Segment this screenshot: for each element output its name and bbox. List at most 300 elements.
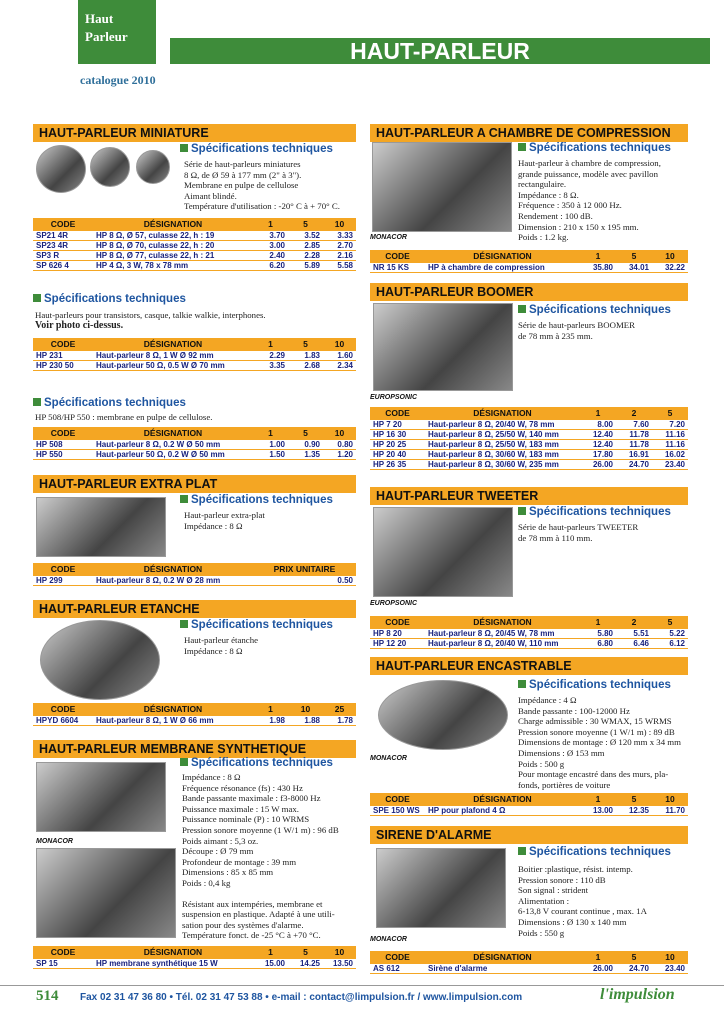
table-cell: 11.70	[652, 805, 688, 815]
table-cell: 17.80	[580, 449, 616, 459]
tab-line-1: Haut	[85, 11, 114, 26]
table-row	[370, 628, 688, 638]
spec-line: Membrane en pulpe de cellulose	[184, 180, 299, 191]
spec-heading-label: Spécifications techniques	[529, 679, 671, 691]
catalogue-label: catalogue 2010	[80, 73, 156, 87]
table-cell: 6.46	[616, 638, 652, 648]
footer-contact[interactable]: Fax 02 31 47 36 80 • Tél. 02 31 47 53 88 • e-mail : contact@limpulsion.fr / www.limpulsion.com	[80, 992, 523, 1003]
spec-line: Profondeur de montage : 39 mm	[182, 856, 297, 867]
spec-line: Dimensions : Ø 130 x 140 mm	[518, 916, 627, 927]
column-header: CODE	[33, 563, 93, 575]
brand-label: MONACOR	[36, 838, 73, 845]
price-table	[370, 793, 688, 816]
table-cell: SP 15	[33, 958, 93, 968]
table-cell: HP 231	[33, 350, 93, 360]
table-cell: 7.20	[652, 419, 688, 429]
column-header: 5	[288, 338, 323, 350]
table-cell: 5.80	[580, 628, 616, 638]
table-cell: 34.01	[616, 262, 652, 272]
table-cell: HP 8 Ω, Ø 70, culasse 22, h : 20	[93, 240, 253, 250]
spec-line: Poids : 550 g	[518, 927, 565, 938]
section-title: HAUT-PARLEUR MINIATURE	[33, 124, 356, 142]
table-row	[370, 419, 688, 429]
table-cell: 8.00	[580, 419, 616, 429]
spec-line: Pression sonore moyenne (1 W/1 m) : 89 dB	[518, 726, 675, 737]
column-header: DÉSIGNATION	[93, 703, 253, 715]
spec-line: Aimant blindé.	[184, 190, 237, 201]
table-cell: 0.50	[253, 575, 356, 585]
table-cell: 11.78	[616, 429, 652, 439]
section-title: HAUT-PARLEUR ENCASTRABLE	[370, 657, 688, 675]
table-cell: 12.35	[616, 805, 652, 815]
table-cell: Haut-parleur 8 Ω, 0.2 W Ø 28 mm	[93, 575, 253, 585]
column-header: 1	[253, 338, 288, 350]
column-header: DÉSIGNATION	[93, 563, 253, 575]
table-cell: 1.98	[253, 715, 288, 725]
spec-text	[518, 158, 688, 243]
spec-text	[518, 522, 688, 543]
spec-heading	[518, 846, 671, 858]
column-header: CODE	[370, 951, 425, 963]
table-cell: Sirène d'alarme	[425, 963, 580, 973]
table-cell: 12.40	[580, 439, 616, 449]
column-header: 1	[580, 793, 616, 805]
section-title: HAUT-PARLEUR ETANCHE	[33, 600, 356, 618]
table-cell: AS 612	[370, 963, 425, 973]
spec-heading-label: Spécifications techniques	[191, 757, 333, 769]
table-cell: 6.80	[580, 638, 616, 648]
table-cell: HP 299	[33, 575, 93, 585]
table-cell: HP 4 Ω, 3 W, 78 x 78 mm	[93, 260, 253, 270]
spec-line: Impédance : 8 Ω.	[518, 189, 579, 200]
product-photo	[36, 762, 166, 832]
column-header: PRIX UNITAIRE	[253, 563, 356, 575]
spec-heading-label: Spécifications techniques	[529, 304, 671, 316]
spec-heading	[518, 304, 671, 316]
table-row	[370, 963, 688, 973]
see-photo-note: Voir photo ci-dessus.	[35, 320, 124, 331]
brand-label: MONACOR	[370, 234, 407, 241]
brand-label: MONACOR	[370, 755, 407, 762]
table-cell: 2.28	[288, 250, 323, 260]
table-cell: 3.70	[253, 230, 288, 240]
spec-heading	[518, 506, 671, 518]
spec-line: Série de haut-parleurs BOOMER	[518, 320, 636, 330]
spec-line: Dimensions de montage : Ø 120 mm x 34 mm	[518, 737, 681, 748]
spec-heading	[180, 143, 333, 155]
spec-line: sation pour des systèmes d'alarme.	[182, 919, 304, 930]
table-cell: SP21 4R	[33, 230, 93, 240]
spec-line: Impédance : 8 Ω	[184, 520, 243, 531]
spec-heading-label: Spécifications techniques	[44, 293, 186, 305]
table-cell: 1.60	[323, 350, 356, 360]
product-photo	[36, 145, 86, 193]
spec-heading-label: Spécifications techniques	[191, 143, 333, 155]
table-cell: 1.83	[288, 350, 323, 360]
table-cell: Haut-parleur 8 Ω, 1 W Ø 92 mm	[93, 350, 253, 360]
table-row	[33, 958, 356, 968]
product-photo	[373, 303, 513, 391]
table-cell: 11.78	[616, 439, 652, 449]
spec-line: Pression sonore moyenne (1 W/1 m) : 96 dB	[182, 824, 339, 835]
price-table	[33, 427, 356, 460]
table-cell: 1.35	[288, 449, 323, 459]
table-cell: SPE 150 WS	[370, 805, 425, 815]
spec-line: Boitier :plastique, résist. intemp.	[518, 864, 633, 874]
price-table	[33, 703, 356, 726]
spec-line: 8 Ω, de Ø 59 à 177 mm (2" à 3").	[184, 169, 302, 180]
table-cell: HP 20 25	[370, 439, 425, 449]
table-row	[33, 260, 356, 270]
column-header: DÉSIGNATION	[93, 427, 253, 439]
price-table	[370, 407, 688, 470]
column-header: CODE	[33, 703, 93, 715]
spec-heading-label: Spécifications techniques	[44, 397, 186, 409]
column-header: 10	[652, 250, 688, 262]
table-row	[370, 429, 688, 439]
spec-line: rectangulaire.	[518, 179, 567, 190]
spec-line: Résistant aux intempéries, membrane et	[182, 898, 323, 909]
table-cell: 6.20	[253, 260, 288, 270]
table-row	[370, 805, 688, 815]
spec-line: de 78 mm à 110 mm.	[518, 532, 593, 543]
table-row	[370, 638, 688, 648]
table-cell: HP 12 20	[370, 638, 425, 648]
spec-text: Haut-parleurs pour transistors, casque, talkie walkie, interphones.	[35, 310, 266, 320]
table-cell: 2.34	[323, 360, 356, 370]
column-header: DÉSIGNATION	[425, 407, 580, 419]
column-header: CODE	[370, 250, 425, 262]
table-cell: 26.00	[580, 963, 616, 973]
table-cell: 11.16	[652, 439, 688, 449]
spec-line: Poids : 1.2 kg.	[518, 232, 569, 243]
price-table	[370, 616, 688, 649]
column-header: 2	[616, 616, 652, 628]
spec-line: Fréquence résonance (fs) : 430 Hz	[182, 782, 303, 793]
column-header: 1	[580, 250, 616, 262]
table-cell: HP pour plafond 4 Ω	[425, 805, 580, 815]
column-header: 5	[652, 616, 688, 628]
column-header: 10	[652, 793, 688, 805]
spec-text	[182, 772, 358, 941]
table-row	[33, 715, 356, 725]
table-cell: 2.16	[323, 250, 356, 260]
spec-line: Découpe : Ø 79 mm	[182, 846, 254, 857]
table-row	[33, 240, 356, 250]
brand-label: EUROPSONIC	[370, 394, 418, 401]
column-header: 5	[616, 951, 652, 963]
tab-line-2: Parleur	[85, 29, 128, 44]
product-photo	[378, 680, 508, 750]
spec-line: Puissance nominale (P) : 10 WRMS	[182, 814, 310, 825]
column-header: CODE	[370, 793, 425, 805]
price-table	[370, 951, 688, 974]
spec-line	[182, 889, 358, 899]
spec-heading	[518, 679, 671, 691]
table-cell: 2.40	[253, 250, 288, 260]
product-photo	[373, 507, 513, 597]
column-header: CODE	[370, 616, 425, 628]
column-header: DÉSIGNATION	[425, 616, 580, 628]
table-cell: 5.22	[652, 628, 688, 638]
column-header: DÉSIGNATION	[93, 338, 253, 350]
table-cell: Haut-parleur 8 Ω, 25/50 W, 140 mm	[425, 429, 580, 439]
table-cell: Haut-parleur 8 Ω, 20/40 W, 78 mm	[425, 419, 580, 429]
spec-line: Pour montage encastré dans des murs, pla-	[518, 769, 669, 780]
price-table	[370, 250, 688, 273]
product-photo	[36, 848, 176, 938]
spec-line: Poids : 0,4 kg	[182, 877, 231, 888]
spec-heading	[180, 494, 333, 506]
table-cell: 5.58	[323, 260, 356, 270]
column-header: DÉSIGNATION	[425, 793, 580, 805]
column-header: CODE	[33, 427, 93, 439]
spec-heading-label: Spécifications techniques	[191, 619, 333, 631]
table-cell: 15.00	[253, 958, 288, 968]
spec-line: de 78 mm à 235 mm.	[518, 330, 593, 341]
spec-heading-label: Spécifications techniques	[191, 494, 333, 506]
column-header: 5	[288, 218, 323, 230]
table-cell: Haut-parleur 8 Ω, 20/45 W, 78 mm	[425, 628, 580, 638]
spec-line: Son signal : strident	[518, 885, 589, 896]
column-header: 1	[253, 946, 288, 958]
table-cell: 2.70	[323, 240, 356, 250]
table-cell: 24.70	[616, 459, 652, 469]
price-table	[33, 946, 356, 969]
spec-line: Poids aimant : 5,3 oz.	[182, 835, 259, 846]
table-cell: 24.70	[616, 963, 652, 973]
table-cell: 1.00	[253, 439, 288, 449]
table-cell: 3.52	[288, 230, 323, 240]
brand-logo: l'impulsion	[600, 986, 675, 1003]
table-cell: HP 26 35	[370, 459, 425, 469]
spec-line: Série de haut-parleurs TWEETER	[518, 522, 639, 532]
column-header: 10	[323, 218, 356, 230]
table-cell: 35.80	[580, 262, 616, 272]
column-header: CODE	[33, 946, 93, 958]
table-cell: 13.00	[580, 805, 616, 815]
table-cell: Haut-parleur 8 Ω, 0.2 W Ø 50 mm	[93, 439, 253, 449]
column-header: 1	[253, 703, 288, 715]
spec-text	[184, 635, 354, 656]
section-title: HAUT-PARLEUR TWEETER	[370, 487, 688, 505]
table-cell: 2.68	[288, 360, 323, 370]
table-row	[33, 575, 356, 585]
spec-line: Alimentation :	[518, 895, 570, 906]
table-cell: SP3 R	[33, 250, 93, 260]
table-cell: 3.00	[253, 240, 288, 250]
spec-line: Fréquence : 350 à 12 000 Hz.	[518, 200, 622, 211]
spec-line: Dimensions : Ø 153 mm	[518, 747, 605, 758]
table-cell: HPYD 6604	[33, 715, 93, 725]
table-cell: 1.50	[253, 449, 288, 459]
table-cell: 3.35	[253, 360, 288, 370]
table-cell: 5.89	[288, 260, 323, 270]
table-cell: 23.40	[652, 963, 688, 973]
product-photo	[36, 497, 166, 557]
table-cell: 23.40	[652, 459, 688, 469]
column-header: DÉSIGNATION	[425, 951, 580, 963]
table-cell: SP23 4R	[33, 240, 93, 250]
column-header: 10	[288, 703, 323, 715]
table-cell: Haut-parleur 50 Ω, 0.2 W Ø 50 mm	[93, 449, 253, 459]
spec-text: HP 508/HP 550 : membrane en pulpe de cellulose.	[35, 412, 213, 422]
price-table	[33, 563, 356, 586]
spec-text	[518, 864, 690, 938]
table-cell: 7.60	[616, 419, 652, 429]
table-row	[33, 449, 356, 459]
table-cell: Haut-parleur 8 Ω, 30/60 W, 183 mm	[425, 449, 580, 459]
brand-label: EUROPSONIC	[370, 600, 418, 607]
column-header: DÉSIGNATION	[425, 250, 580, 262]
spec-line: 6-13,8 V courant continue , max. 1A	[518, 906, 647, 917]
product-photo	[40, 620, 160, 700]
table-row	[370, 459, 688, 469]
column-header: 1	[253, 427, 288, 439]
table-cell: Haut-parleur 8 Ω, 30/60 W, 235 mm	[425, 459, 580, 469]
product-photo	[136, 150, 170, 184]
spec-text	[184, 159, 356, 212]
column-header: 5	[616, 793, 652, 805]
column-header: CODE	[33, 218, 93, 230]
section-title: HAUT-PARLEUR EXTRA PLAT	[33, 475, 356, 493]
table-cell: Haut-parleur 8 Ω, 20/40 W, 110 mm	[425, 638, 580, 648]
column-header: 10	[323, 338, 356, 350]
table-cell: 26.00	[580, 459, 616, 469]
spec-line: Impédance : 8 Ω	[184, 645, 243, 656]
spec-heading	[33, 397, 186, 409]
table-cell: 16.02	[652, 449, 688, 459]
table-cell: Haut-parleur 50 Ω, 0.5 W Ø 70 mm	[93, 360, 253, 370]
product-photo	[372, 142, 512, 232]
spec-line: fonds, portières de voiture	[518, 779, 611, 790]
table-cell: HP membrane synthétique 15 W	[93, 958, 253, 968]
column-header: 1	[580, 951, 616, 963]
table-cell: 0.80	[323, 439, 356, 449]
table-cell: 1.20	[323, 449, 356, 459]
spec-line: Puissance maximale : 15 W max.	[182, 803, 299, 814]
section-title: SIRENE D'ALARME	[370, 826, 688, 844]
spec-heading	[518, 142, 671, 154]
spec-text	[518, 320, 688, 341]
spec-heading	[33, 293, 186, 305]
spec-heading-label: Spécifications techniques	[529, 846, 671, 858]
column-header: 25	[323, 703, 356, 715]
table-cell: HP 230 50	[33, 360, 93, 370]
spec-line: grande puissance, modèle avec pavillon	[518, 168, 658, 179]
table-cell: 1.78	[323, 715, 356, 725]
price-table	[33, 218, 356, 271]
spec-line: Haut-parleur étanche	[184, 635, 258, 645]
spec-line: Rendement : 100 dB.	[518, 210, 593, 221]
table-row	[370, 439, 688, 449]
table-cell: 13.50	[323, 958, 356, 968]
table-cell: SP 626 4	[33, 260, 93, 270]
table-row	[370, 449, 688, 459]
spec-line: Haut-parleur à chambre de compression,	[518, 158, 661, 168]
column-header: 1	[253, 218, 288, 230]
column-header: DÉSIGNATION	[93, 218, 253, 230]
table-cell: HP 8 20	[370, 628, 425, 638]
table-cell: HP 20 40	[370, 449, 425, 459]
spec-heading-label: Spécifications techniques	[529, 506, 671, 518]
column-header: 5	[288, 946, 323, 958]
table-cell: HP 8 Ω, Ø 57, culasse 22, h : 19	[93, 230, 253, 240]
spec-line: Impédance : 4 Ω	[518, 695, 577, 705]
spec-line: Dimension : 210 x 150 x 195 mm.	[518, 221, 639, 232]
table-cell: Haut-parleur 8 Ω, 25/50 W, 183 mm	[425, 439, 580, 449]
table-cell: 32.22	[652, 262, 688, 272]
section-title: HAUT-PARLEUR A CHAMBRE DE COMPRESSION	[370, 124, 688, 142]
table-cell: NR 15 KS	[370, 262, 425, 272]
spec-line: Bande passante : 100-12000 Hz	[518, 705, 630, 716]
table-row	[370, 262, 688, 272]
spec-line: Pression sonore : 110 dB	[518, 874, 606, 885]
column-header: 1	[580, 407, 616, 419]
spec-line: Dimensions : 85 x 85 mm	[182, 867, 274, 878]
column-header: 1	[580, 616, 616, 628]
spec-text	[184, 510, 354, 531]
column-header: 5	[652, 407, 688, 419]
spec-text	[518, 695, 690, 790]
column-header: 10	[323, 427, 356, 439]
product-photo	[376, 848, 506, 928]
table-row	[33, 350, 356, 360]
table-row	[33, 439, 356, 449]
column-header: DÉSIGNATION	[93, 946, 253, 958]
table-cell: 0.90	[288, 439, 323, 449]
table-cell: HP 8 Ω, Ø 77, culasse 22, h : 21	[93, 250, 253, 260]
column-header: CODE	[33, 338, 93, 350]
spec-heading	[180, 619, 333, 631]
table-cell: HP 7 20	[370, 419, 425, 429]
spec-line: suspension en plastique. Adapté à une utili-	[182, 909, 335, 920]
table-row	[33, 360, 356, 370]
table-cell: 3.33	[323, 230, 356, 240]
table-cell: 2.29	[253, 350, 288, 360]
spec-line: Charge admissible : 30 WMAX, 15 WRMS	[518, 716, 672, 727]
page-title: HAUT-PARLEUR	[170, 38, 710, 64]
column-header: 5	[288, 427, 323, 439]
spec-line: Température fonct. de -25 °C à +70 °C.	[182, 930, 321, 941]
spec-line: Température d'utilisation : -20° C à + 70° C.	[184, 201, 340, 212]
table-cell: 16.91	[616, 449, 652, 459]
table-cell: HP 550	[33, 449, 93, 459]
table-cell: HP 16 30	[370, 429, 425, 439]
section-title: HAUT-PARLEUR BOOMER	[370, 283, 688, 301]
column-header: 10	[652, 951, 688, 963]
spec-heading	[180, 757, 333, 769]
column-header: CODE	[370, 407, 425, 419]
table-row	[33, 250, 356, 260]
category-tab	[78, 0, 156, 64]
table-row	[33, 230, 356, 240]
price-table	[33, 338, 356, 371]
section-title: HAUT-PARLEUR MEMBRANE SYNTHETIQUE	[33, 740, 356, 758]
column-header: 10	[323, 946, 356, 958]
table-cell: 6.12	[652, 638, 688, 648]
spec-line: Bande passante maximale : f3-8000 Hz	[182, 793, 321, 804]
table-cell: Haut-parleur 8 Ω, 1 W Ø 66 mm	[93, 715, 253, 725]
spec-heading-label: Spécifications techniques	[529, 142, 671, 154]
table-cell: 2.85	[288, 240, 323, 250]
page-number: 514	[36, 988, 59, 1004]
table-cell: HP à chambre de compression	[425, 262, 580, 272]
table-cell: 11.16	[652, 429, 688, 439]
table-cell: 1.88	[288, 715, 323, 725]
table-cell: 14.25	[288, 958, 323, 968]
product-photo	[90, 147, 130, 187]
